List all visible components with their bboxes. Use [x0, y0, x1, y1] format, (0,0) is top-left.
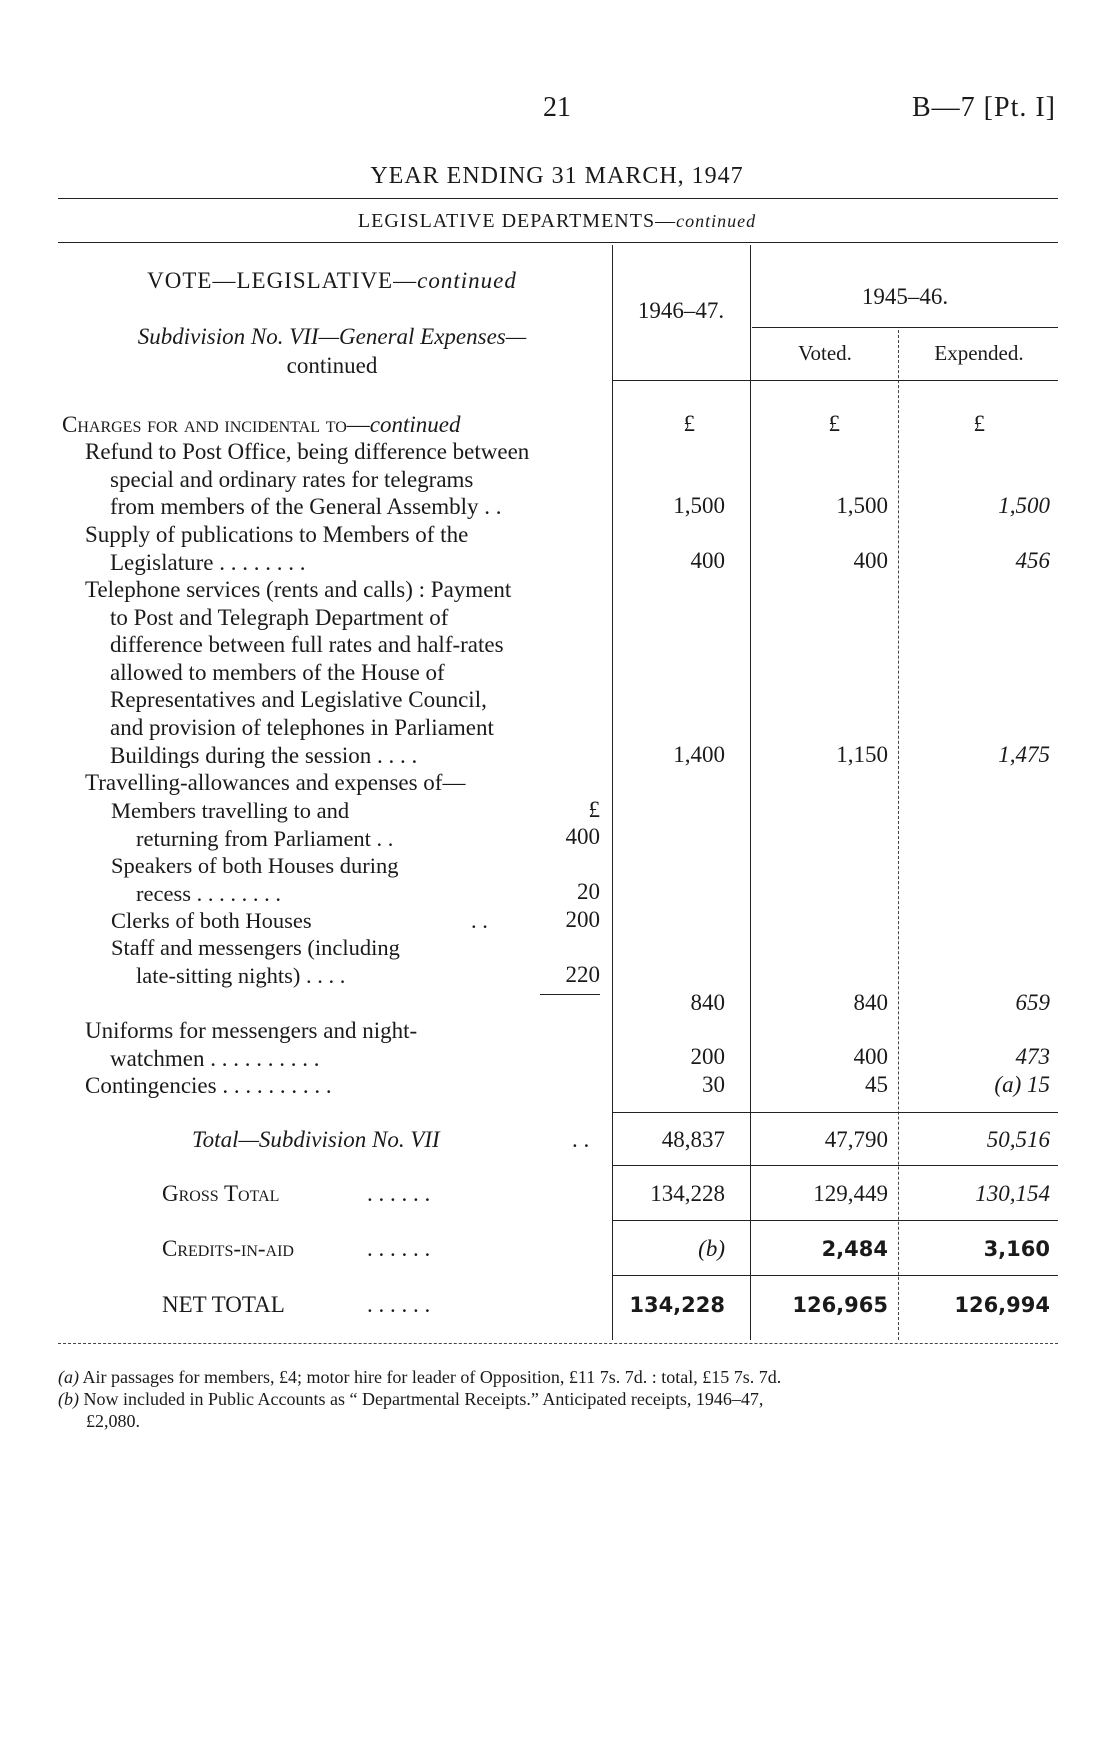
- sub-line: Staff and messengers (including: [111, 935, 400, 960]
- col-divider-2: [750, 245, 751, 1340]
- value-1946: 30: [702, 1072, 725, 1097]
- footnote-b-mark: (b): [58, 1389, 79, 1409]
- column-1946-47: 1946–47.: [637, 298, 725, 323]
- travelling-amount: 400: [565, 824, 600, 849]
- value-expended: 456: [1015, 548, 1050, 573]
- travelling-heading: Travelling-allowances and expenses of—: [85, 770, 466, 795]
- charges-heading: [62, 411, 606, 439]
- row-line: Refund to Post Office, being difference between: [85, 439, 530, 464]
- rule-col-head: [612, 380, 1058, 381]
- page-number: 21: [543, 92, 571, 123]
- value-expended: 659: [1015, 990, 1050, 1015]
- value-voted: 45: [865, 1072, 888, 1097]
- total-subdivision-1946: 48,837: [661, 1127, 725, 1152]
- travelling-amount: 200: [565, 907, 600, 932]
- row-line: and provision of telephones in Parliament: [110, 714, 494, 740]
- row-line: Telephone services (rents and calls) : Payment: [85, 577, 512, 602]
- department-continued: continued: [676, 211, 757, 231]
- gross-total-label: Gross Total: [162, 1181, 280, 1206]
- travelling-amount: 20: [577, 879, 600, 904]
- row-line: Buildings during the session . . . .: [110, 742, 418, 768]
- row-line: difference between full rates and half-rates: [110, 632, 504, 658]
- net-total-expended: 126,994: [954, 1293, 1050, 1317]
- value-expended-with-note: [905, 1072, 1050, 1098]
- year-title: YEAR ENDING 31 MARCH, 1947: [370, 163, 744, 189]
- rule-top: [58, 198, 1058, 199]
- value-1946: 840: [690, 990, 725, 1015]
- department-name: LEGISLATIVE DEPARTMENTS—: [357, 210, 677, 232]
- col-divider-3: [898, 330, 899, 1340]
- sub-line: Clerks of both Houses: [111, 908, 312, 933]
- gross-total-expended: 130,154: [975, 1181, 1050, 1206]
- net-total-label: NET TOTAL: [162, 1292, 285, 1317]
- subdivision-name: Subdivision No. VII—General Expenses—: [137, 324, 527, 349]
- column-expended: Expended.: [934, 341, 1024, 365]
- row-line: from members of the General Assembly . .: [110, 494, 502, 520]
- rule-subtotal: [612, 1112, 1058, 1113]
- total-subdivision-expended: 50,516: [986, 1127, 1050, 1152]
- row-line: special and ordinary rates for telegrams: [110, 466, 474, 492]
- row-line: Uniforms for messengers and night-: [85, 1018, 418, 1043]
- footnote-ref-a: (a): [994, 1072, 1022, 1097]
- value-voted: 1,150: [836, 742, 888, 767]
- vote-name: VOTE—LEGISLATIVE—: [147, 268, 418, 293]
- col-divider-1: [612, 245, 613, 1340]
- sub-line: Members travelling to and: [111, 798, 350, 823]
- charges-heading-continued: continued: [369, 412, 461, 437]
- charges-heading-label: Charges for and incidental to—: [62, 412, 370, 437]
- total-dots: . . . . . .: [367, 1181, 431, 1206]
- vote-continued: continued: [417, 268, 517, 293]
- footnote-a-text: Air passages for members, £4; motor hire for leader of Opposition, £11 7s. 7d. : total, £15 7s. 7d.: [82, 1367, 782, 1387]
- value-1946: 1,400: [673, 742, 725, 767]
- total-dots: . . . . . .: [367, 1292, 431, 1317]
- subdivision-title: [62, 322, 602, 380]
- net-total-1946: 134,228: [629, 1293, 725, 1317]
- row-line: Legislature . . . . . . . .: [110, 549, 306, 575]
- row-line: Representatives and Legislative Council,: [110, 687, 487, 713]
- total-subdivision-voted: 47,790: [824, 1127, 888, 1152]
- vote-title: [62, 268, 602, 294]
- row-line: allowed to members of the House of: [110, 659, 445, 685]
- department-title: [0, 210, 1114, 233]
- value-1946: 400: [690, 548, 725, 573]
- footnote-a-mark: (a): [58, 1367, 79, 1387]
- currency-1946: £: [683, 411, 695, 436]
- row-uniforms: [85, 1017, 606, 1072]
- value-voted: 400: [853, 1044, 888, 1069]
- value-expended: 1,475: [998, 742, 1050, 767]
- value-expended: 15: [1027, 1072, 1050, 1097]
- travelling-subtotal-rule: [540, 994, 600, 995]
- row-refund-post-office: [85, 438, 606, 521]
- column-1945-46: 1945–46.: [861, 284, 949, 309]
- sub-line: returning from Parliament . .: [136, 825, 394, 851]
- footnote-b-text: Now included in Public Accounts as “ Departmental Receipts.” Anticipated receipts, 1946–47,: [83, 1389, 764, 1409]
- value-voted: 1,500: [836, 493, 888, 518]
- value-voted: 400: [853, 548, 888, 573]
- gross-total-voted: 129,449: [813, 1181, 888, 1206]
- travelling-currency: £: [588, 797, 600, 822]
- total-subdivision-label: Total—Subdivision No. VII: [192, 1127, 440, 1152]
- document-reference: B—7 [Pt. I]: [912, 92, 1056, 123]
- rule-credits: [612, 1220, 1058, 1221]
- credits-in-aid-expended: 3,160: [983, 1237, 1050, 1261]
- gross-total-1946: 134,228: [650, 1181, 725, 1206]
- credits-in-aid-voted: 2,484: [821, 1237, 888, 1261]
- footnote-b-text-cont: £2,080.: [86, 1411, 140, 1431]
- column-voted: Voted.: [798, 341, 852, 365]
- net-total-voted: 126,965: [792, 1293, 888, 1317]
- row-line: Supply of publications to Members of the: [85, 522, 469, 547]
- rule-header-bottom: [58, 242, 1058, 243]
- sub-line: Speakers of both Houses during: [111, 853, 399, 878]
- total-dots: . . . . . .: [367, 1236, 431, 1261]
- rule-1945-46: [752, 327, 1058, 328]
- travelling-amount: 220: [565, 962, 600, 987]
- value-1946: 1,500: [673, 493, 725, 518]
- sub-line: late-sitting nights) . . . .: [136, 962, 346, 988]
- credits-in-aid-1946: (b): [698, 1236, 725, 1261]
- row-publications: [85, 521, 606, 576]
- value-expended: 1,500: [998, 493, 1050, 518]
- rule-gross: [612, 1165, 1058, 1166]
- sub-line: recess . . . . . . . .: [136, 880, 281, 906]
- value-expended: 473: [1015, 1044, 1050, 1069]
- sub-dots: . .: [471, 908, 488, 933]
- row-contingencies: Contingencies . . . . . . . . . .: [85, 1073, 332, 1098]
- footnote-b: [58, 1388, 1058, 1432]
- row-line: watchmen . . . . . . . . . .: [110, 1045, 320, 1071]
- rule-net: [612, 1275, 1058, 1276]
- currency-voted: £: [828, 411, 840, 436]
- footnote-a: [58, 1366, 1058, 1388]
- currency-expended: £: [973, 411, 985, 436]
- value-1946: 200: [690, 1044, 725, 1069]
- rule-table-bottom: [58, 1343, 1058, 1344]
- credits-in-aid-label: Credits-in-aid: [162, 1236, 294, 1261]
- row-line: to Post and Telegraph Department of: [110, 604, 449, 630]
- row-telephone-services: [85, 576, 606, 769]
- total-dots: . .: [572, 1127, 590, 1152]
- value-voted: 840: [853, 990, 888, 1015]
- subdivision-continued: continued: [286, 353, 378, 378]
